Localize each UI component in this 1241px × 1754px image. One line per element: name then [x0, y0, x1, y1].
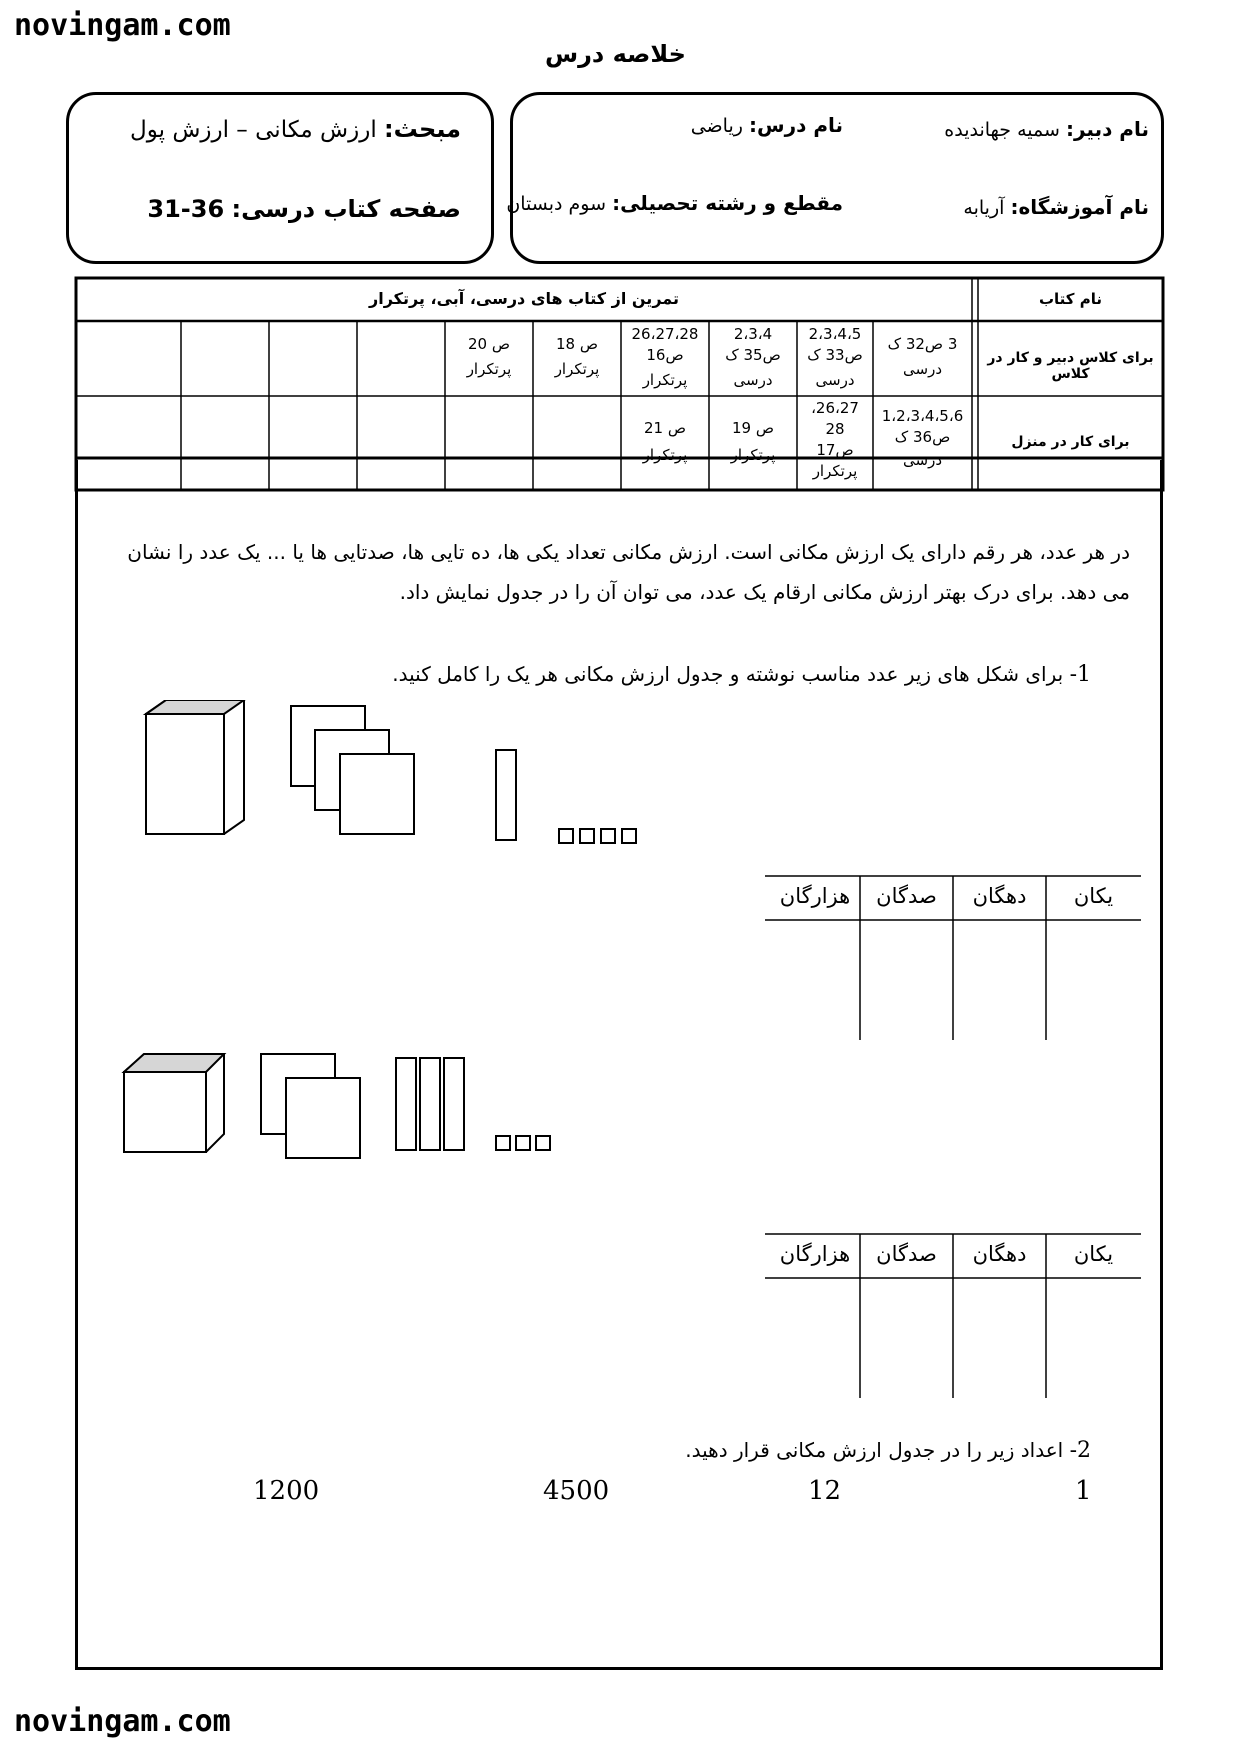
- intro-paragraph: [127, 532, 1130, 612]
- topic-label: مبحث:: [384, 115, 461, 143]
- table-2-header-thousands: هزارگان: [779, 1242, 851, 1266]
- question-1-text: برای شکل های زیر عدد مناسب نوشته و جدول ارزش مکانی هر یک را کامل کنید.: [392, 662, 1064, 686]
- class-cell-6: ص 20 پرتکرار: [466, 335, 512, 378]
- question-2-text: اعداد زیر را در جدول ارزش مکانی قرار دهید.: [685, 1438, 1064, 1462]
- table-2-header-ones: یکان: [1073, 1242, 1114, 1266]
- exercises-header: تمرین از کتاب های درسی، آبی، پرتکرار: [369, 289, 679, 308]
- question-2-number: 2-: [1069, 1438, 1091, 1463]
- question-1: [392, 654, 1091, 695]
- watermark-bottom: novingam.com: [14, 1704, 231, 1739]
- home-cell-2: 26،27، 28 ص17 پرتکرار: [811, 399, 859, 480]
- question-2: [685, 1430, 1091, 1471]
- home-cell-3: ص 19 پرتکرار: [730, 419, 776, 464]
- number-4500: 4500: [543, 1476, 610, 1506]
- book-name-header: نام کتاب: [1038, 290, 1103, 308]
- number-12: 12: [808, 1476, 842, 1506]
- table-1-header-tens: دهگان: [972, 884, 1027, 908]
- base-ten-blocks-set-2: [118, 1048, 578, 1168]
- intro-line-1: در هر عدد، هر رقم دارای یک ارزش مکانی است. ارزش مکانی تعداد یکی ها، ده تایی ها، صدتایی ها یا ... یک عدد را نشان: [127, 540, 1130, 564]
- pages-label: صفحه کتاب درسی:: [231, 195, 461, 223]
- class-cell-2: 2،3،4،5 ص33 ک درسی: [807, 325, 863, 389]
- thousand-cube-icon: [146, 700, 244, 834]
- class-cell-4: 26،27،28 ص16 پرتکرار: [631, 325, 699, 389]
- table-2-header-tens: دهگان: [972, 1242, 1027, 1266]
- class-cell-5: ص 18 پرتکرار: [554, 335, 600, 378]
- grade-label: مقطع و رشته تحصیلی:: [612, 191, 843, 215]
- hundred-flat-icon: [291, 706, 414, 834]
- grade-value: سوم دبستان: [506, 193, 607, 215]
- ten-rod-icon: [496, 750, 516, 840]
- table-1-header-ones: یکان: [1073, 884, 1114, 908]
- teacher-value: سمیه جهاندیده: [944, 119, 1060, 141]
- topic-value: ارزش مکانی – ارزش پول: [130, 117, 377, 143]
- teacher-label: نام دبیر:: [1065, 117, 1149, 141]
- intro-line-2: می دهد. برای درک بهتر ارزش مکانی ارقام یک عدد، می توان آن را در جدول نمایش داد.: [399, 580, 1130, 604]
- class-cell-3: 2،3،4 ص35 ک درسی: [725, 325, 781, 389]
- number-1: 1: [1075, 1476, 1092, 1506]
- class-cell-1: 3 ص32 ک درسی: [887, 335, 958, 378]
- home-cell-4: ص 21 پرتکرار: [642, 419, 688, 464]
- question-1-number: 1-: [1069, 662, 1091, 687]
- school-value: آریابه: [963, 197, 1005, 219]
- pages-value: 36-31: [147, 195, 225, 223]
- row-home-label: برای کار در منزل: [1011, 434, 1130, 450]
- unit-cube-icon: [559, 829, 636, 843]
- table-1-header-hundreds: صدگان: [876, 884, 937, 908]
- hundred-flat-icon: [261, 1054, 360, 1158]
- thousand-cube-icon: [124, 1054, 224, 1152]
- page-title: خلاصه درس: [545, 40, 686, 68]
- subject-label: نام درس:: [748, 113, 843, 137]
- home-cell-1: 1،2،3،4،5،6 ص36 ک درسی: [881, 407, 964, 469]
- subject-value: ریاضی: [690, 115, 743, 137]
- unit-cube-icon: [496, 1136, 550, 1150]
- row-class-label: برای کلاس دبیر و کار در کلاس: [987, 350, 1154, 382]
- base-ten-blocks-set-1: [140, 700, 700, 850]
- number-1200: 1200: [253, 1476, 320, 1506]
- table-1-header-thousands: هزارگان: [779, 884, 851, 908]
- ten-rod-icon: [396, 1058, 464, 1150]
- table-2-header-hundreds: صدگان: [876, 1242, 937, 1266]
- school-label: نام آموزشگاه:: [1010, 195, 1149, 219]
- watermark-top: novingam.com: [14, 8, 231, 43]
